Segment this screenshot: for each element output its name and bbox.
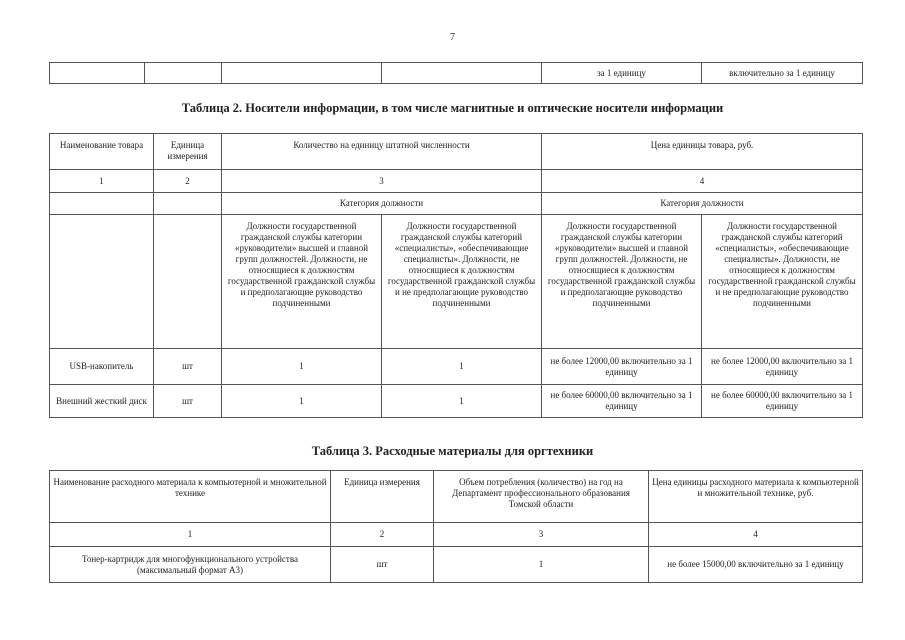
header-row <box>50 134 863 170</box>
header-price: Цена единицы товара, руб. <box>542 134 863 170</box>
table-row <box>50 63 863 84</box>
category-row <box>50 215 863 349</box>
table-row <box>50 547 863 583</box>
number-row <box>50 523 863 547</box>
category-managers: Должности государственной гражданской службы категории «руководители» высшей и главной групп должностей. Должности, не относящиеся к должностям государственной гражданской службы и предполагающие руководство подчиненными <box>222 215 382 349</box>
table-row <box>50 349 863 385</box>
table2-title: Таблица 2. Носители информации, в том числе магнитные и оптические носители информации <box>181 101 724 115</box>
row-qty-specialists: 1 <box>382 349 542 385</box>
column-number: 1 <box>50 170 154 193</box>
cell <box>145 63 222 84</box>
column-number: 3 <box>222 170 542 193</box>
table-row <box>50 385 863 418</box>
page-number: 7 <box>450 32 455 43</box>
continuation-table <box>49 62 863 84</box>
row-price-specialists: не более 60000,00 включительно за 1 единицу <box>702 385 863 418</box>
consumables-table <box>49 470 863 583</box>
cell: за 1 единицу <box>542 63 702 84</box>
row-unit: шт <box>331 547 434 583</box>
row-name: USB-накопитель <box>50 349 154 385</box>
row-unit: шт <box>154 349 222 385</box>
category-specialists: Должности государственной гражданской службы категорий «специалисты», «обеспечивающие специалисты». Должности, не относящиеся к должностям государственной гражданской службы и не предполагающие руководство подчиненными <box>382 215 542 349</box>
cell <box>50 63 145 84</box>
header-name: Наименование товара <box>50 134 154 170</box>
row-unit: шт <box>154 385 222 418</box>
header-volume: Объем потребления (количество) на год на Департамент профессионального образования Томской области <box>434 471 649 523</box>
cell <box>154 215 222 349</box>
category-label: Категория должности <box>542 193 863 215</box>
column-number: 4 <box>542 170 863 193</box>
row-qty-specialists: 1 <box>382 385 542 418</box>
category-label-row <box>50 193 863 215</box>
cell <box>222 63 382 84</box>
column-number: 4 <box>649 523 863 547</box>
row-name: Тонер-картридж для многофункционального устройства (максимальный формат А3) <box>50 547 331 583</box>
row-price-managers: не более 60000,00 включительно за 1 единицу <box>542 385 702 418</box>
row-volume: 1 <box>434 547 649 583</box>
header-unit: Единица измерения <box>154 134 222 170</box>
category-specialists: Должности государственной гражданской службы категорий «специалисты», «обеспечивающие специалисты». Должности, не относящиеся к должностям государственной гражданской службы и не предполагающие руководство подчиненными <box>702 215 863 349</box>
row-name: Внешний жесткий диск <box>50 385 154 418</box>
column-number: 1 <box>50 523 331 547</box>
category-label: Категория должности <box>222 193 542 215</box>
cell <box>382 63 542 84</box>
header-quantity: Количество на единицу штатной численности <box>222 134 542 170</box>
category-managers: Должности государственной гражданской службы категории «руководители» высшей и главной групп должностей. Должности, не относящиеся к должностям государственной гражданской службы и предполагающие руководство подчиненными <box>542 215 702 349</box>
column-number: 2 <box>331 523 434 547</box>
column-number: 2 <box>154 170 222 193</box>
header-name: Наименование расходного материала к компьютерной и множительной технике <box>50 471 331 523</box>
row-qty-managers: 1 <box>222 349 382 385</box>
row-price: не более 15000,00 включительно за 1 единицу <box>649 547 863 583</box>
header-row <box>50 471 863 523</box>
table3-title: Таблица 3. Расходные материалы для оргтехники <box>311 444 594 458</box>
cell <box>154 193 222 215</box>
number-row <box>50 170 863 193</box>
row-qty-managers: 1 <box>222 385 382 418</box>
header-price: Цена единицы расходного материала к компьютерной и множительной технике, руб. <box>649 471 863 523</box>
cell: включительно за 1 единицу <box>702 63 863 84</box>
row-price-specialists: не более 12000,00 включительно за 1 единицу <box>702 349 863 385</box>
cell <box>50 193 154 215</box>
column-number: 3 <box>434 523 649 547</box>
cell <box>50 215 154 349</box>
row-price-managers: не более 12000,00 включительно за 1 единицу <box>542 349 702 385</box>
header-unit: Единица измерения <box>331 471 434 523</box>
media-table <box>49 133 863 418</box>
